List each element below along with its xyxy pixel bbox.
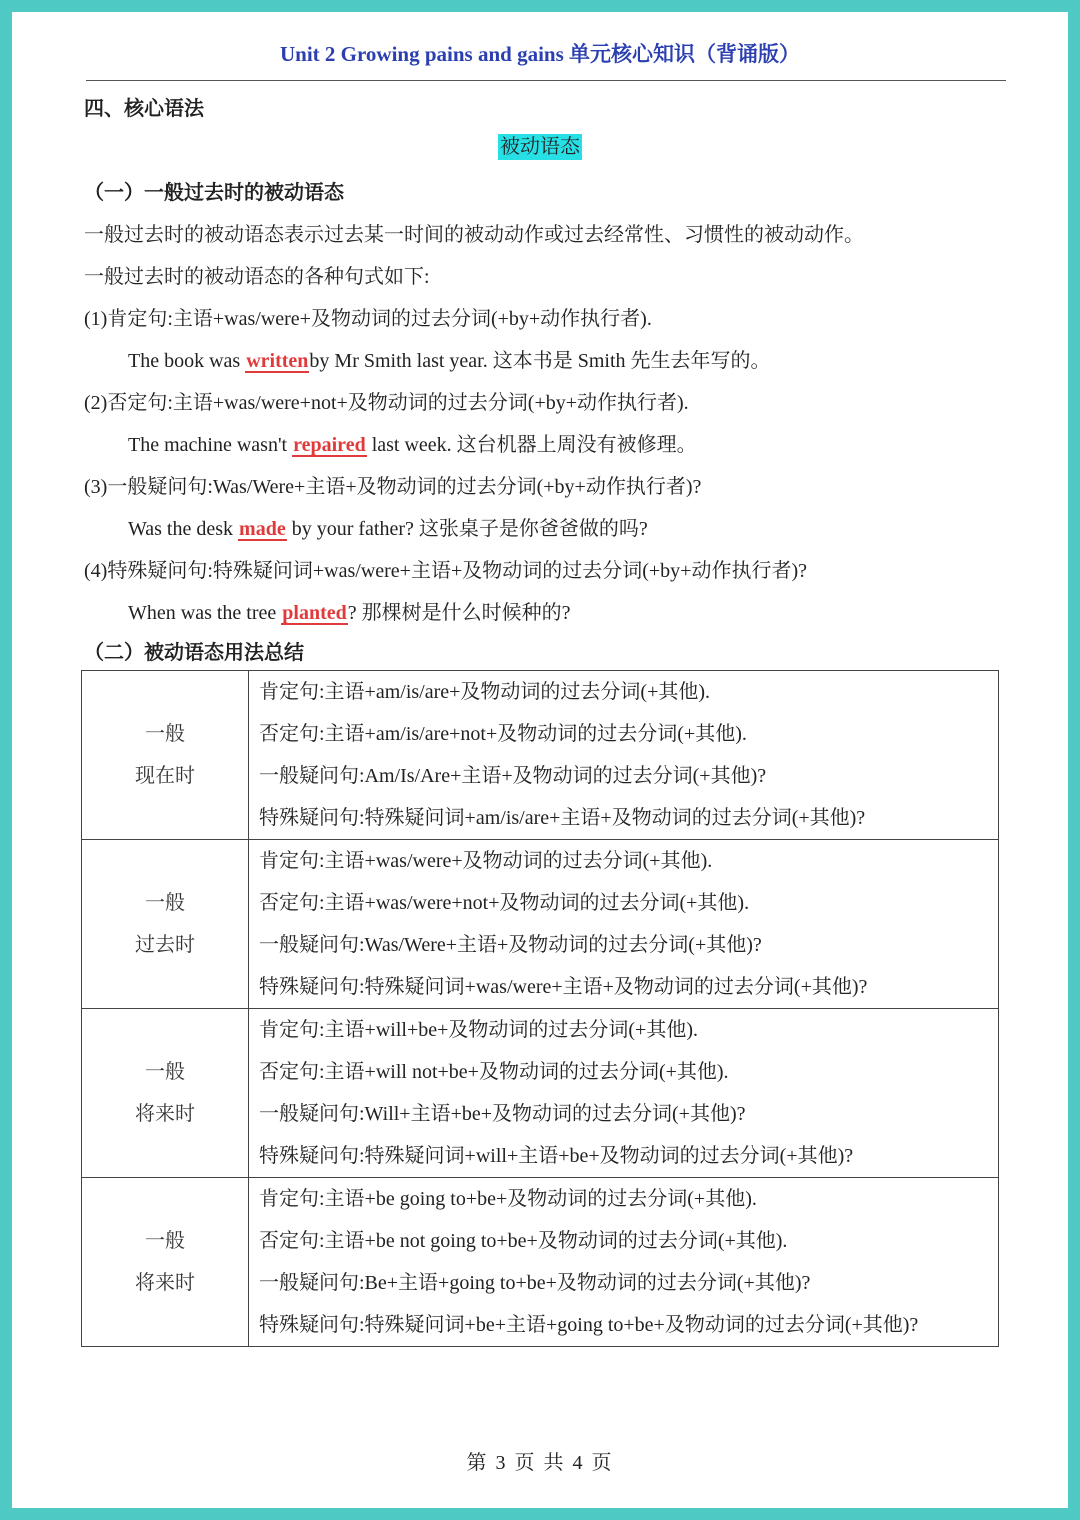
- tense-cell: [82, 671, 249, 840]
- rule-line: 否定句:主语+was/were+not+及物动词的过去分词(+其他).: [259, 892, 750, 914]
- tense-label-2: 现在时: [135, 765, 195, 787]
- example-text-after: ? 那棵树是什么时候种的?: [347, 602, 571, 624]
- document-title: Unit 2 Growing pains and gains 单元核心知识（背诵版）: [279, 42, 801, 66]
- example-text-after: last week. 这台机器上周没有被修理。: [366, 434, 697, 456]
- tense-cell: [82, 1178, 249, 1347]
- rules-cell: [249, 840, 999, 1009]
- rules-cell: [249, 1009, 999, 1178]
- rule-line: 特殊疑问句:特殊疑问词+will+主语+be+及物动词的过去分词(+其他)?: [259, 1145, 854, 1167]
- rule-line: 特殊疑问句:特殊疑问词+be+主语+going to+be+及物动词的过去分词(+其他)?: [259, 1314, 919, 1336]
- example-text-before: Was the desk: [128, 518, 239, 540]
- table-row: [82, 840, 999, 1009]
- tense-cell: [82, 840, 249, 1009]
- table-row: [82, 1178, 999, 1347]
- example-text-before: The book was: [128, 350, 246, 372]
- topic-badge: 被动语态: [500, 136, 580, 158]
- answer-blank: planted: [282, 602, 347, 624]
- example-general-question: [128, 512, 648, 541]
- rule-line: 肯定句:主语+will+be+及物动词的过去分词(+其他).: [259, 1019, 698, 1041]
- part1-heading: （一）一般过去时的被动语态: [84, 182, 344, 204]
- rule-line: 一般疑问句:Will+主语+be+及物动词的过去分词(+其他)?: [259, 1103, 746, 1125]
- table-row: [82, 671, 999, 840]
- example-text-after: by Mr Smith last year. 这本书是 Smith 先生去年写的。: [309, 350, 771, 372]
- rule-special-question: (4)特殊疑问句:特殊疑问词+was/were+主语+及物动词的过去分词(+by+动作执行者)?: [84, 560, 807, 582]
- part2-heading: （二）被动语态用法总结: [84, 642, 304, 664]
- example-negative: [128, 428, 697, 457]
- rule-general-question: (3)一般疑问句:Was/Were+主语+及物动词的过去分词(+by+动作执行者)?: [84, 476, 702, 498]
- example-text-before: When was the tree: [128, 602, 282, 624]
- rule-line: 否定句:主语+am/is/are+not+及物动词的过去分词(+其他).: [259, 723, 747, 745]
- page-number: 第 3 页 共 4 页: [466, 1452, 614, 1474]
- section-heading: 四、核心语法: [84, 98, 204, 120]
- tense-label-2: 过去时: [135, 934, 195, 956]
- rule-negative: (2)否定句:主语+was/were+not+及物动词的过去分词(+by+动作执行者).: [84, 392, 689, 414]
- tense-label-1: 一般: [145, 1061, 185, 1083]
- rule-line: 特殊疑问句:特殊疑问词+am/is/are+主语+及物动词的过去分词(+其他)?: [259, 807, 866, 829]
- rule-line: 肯定句:主语+am/is/are+及物动词的过去分词(+其他).: [259, 681, 711, 703]
- rule-line: 否定句:主语+will not+be+及物动词的过去分词(+其他).: [259, 1061, 729, 1083]
- tense-label-2: 将来时: [135, 1272, 195, 1294]
- tense-label-1: 一般: [145, 892, 185, 914]
- tense-label-1: 一般: [145, 723, 185, 745]
- part1-intro-2: 一般过去时的被动语态的各种句式如下:: [84, 266, 430, 288]
- rule-line: 肯定句:主语+was/were+及物动词的过去分词(+其他).: [259, 850, 713, 872]
- example-text-before: The machine wasn't: [128, 434, 293, 456]
- rule-line: 肯定句:主语+be going to+be+及物动词的过去分词(+其他).: [259, 1188, 757, 1210]
- badge-wrapper: [12, 130, 1068, 159]
- part1-intro-1: 一般过去时的被动语态表示过去某一时间的被动动作或过去经常性、习惯性的被动动作。: [84, 224, 864, 246]
- header-divider: [86, 80, 1006, 81]
- rule-affirmative: (1)肯定句:主语+was/were+及物动词的过去分词(+by+动作执行者).: [84, 308, 652, 330]
- rule-line: 一般疑问句:Be+主语+going to+be+及物动词的过去分词(+其他)?: [259, 1272, 811, 1294]
- rule-line: 特殊疑问句:特殊疑问词+was/were+主语+及物动词的过去分词(+其他)?: [259, 976, 868, 998]
- passive-voice-summary-table: [81, 670, 999, 1347]
- tense-label-1: 一般: [145, 1230, 185, 1252]
- example-affirmative: [128, 344, 771, 373]
- rules-cell: [249, 1178, 999, 1347]
- table-row: [82, 1009, 999, 1178]
- document-page: [12, 12, 1068, 1508]
- example-special-question: [128, 596, 571, 625]
- answer-blank: made: [239, 518, 286, 540]
- rules-cell: [249, 671, 999, 840]
- tense-label-2: 将来时: [135, 1103, 195, 1125]
- rule-line: 一般疑问句:Was/Were+主语+及物动词的过去分词(+其他)?: [259, 934, 762, 956]
- example-text-after: by your father? 这张桌子是你爸爸做的吗?: [286, 518, 648, 540]
- answer-blank: written: [246, 350, 309, 372]
- rule-line: 否定句:主语+be not going to+be+及物动词的过去分词(+其他).: [259, 1230, 788, 1252]
- tense-cell: [82, 1009, 249, 1178]
- answer-blank: repaired: [293, 434, 366, 456]
- rule-line: 一般疑问句:Am/Is/Are+主语+及物动词的过去分词(+其他)?: [259, 765, 767, 787]
